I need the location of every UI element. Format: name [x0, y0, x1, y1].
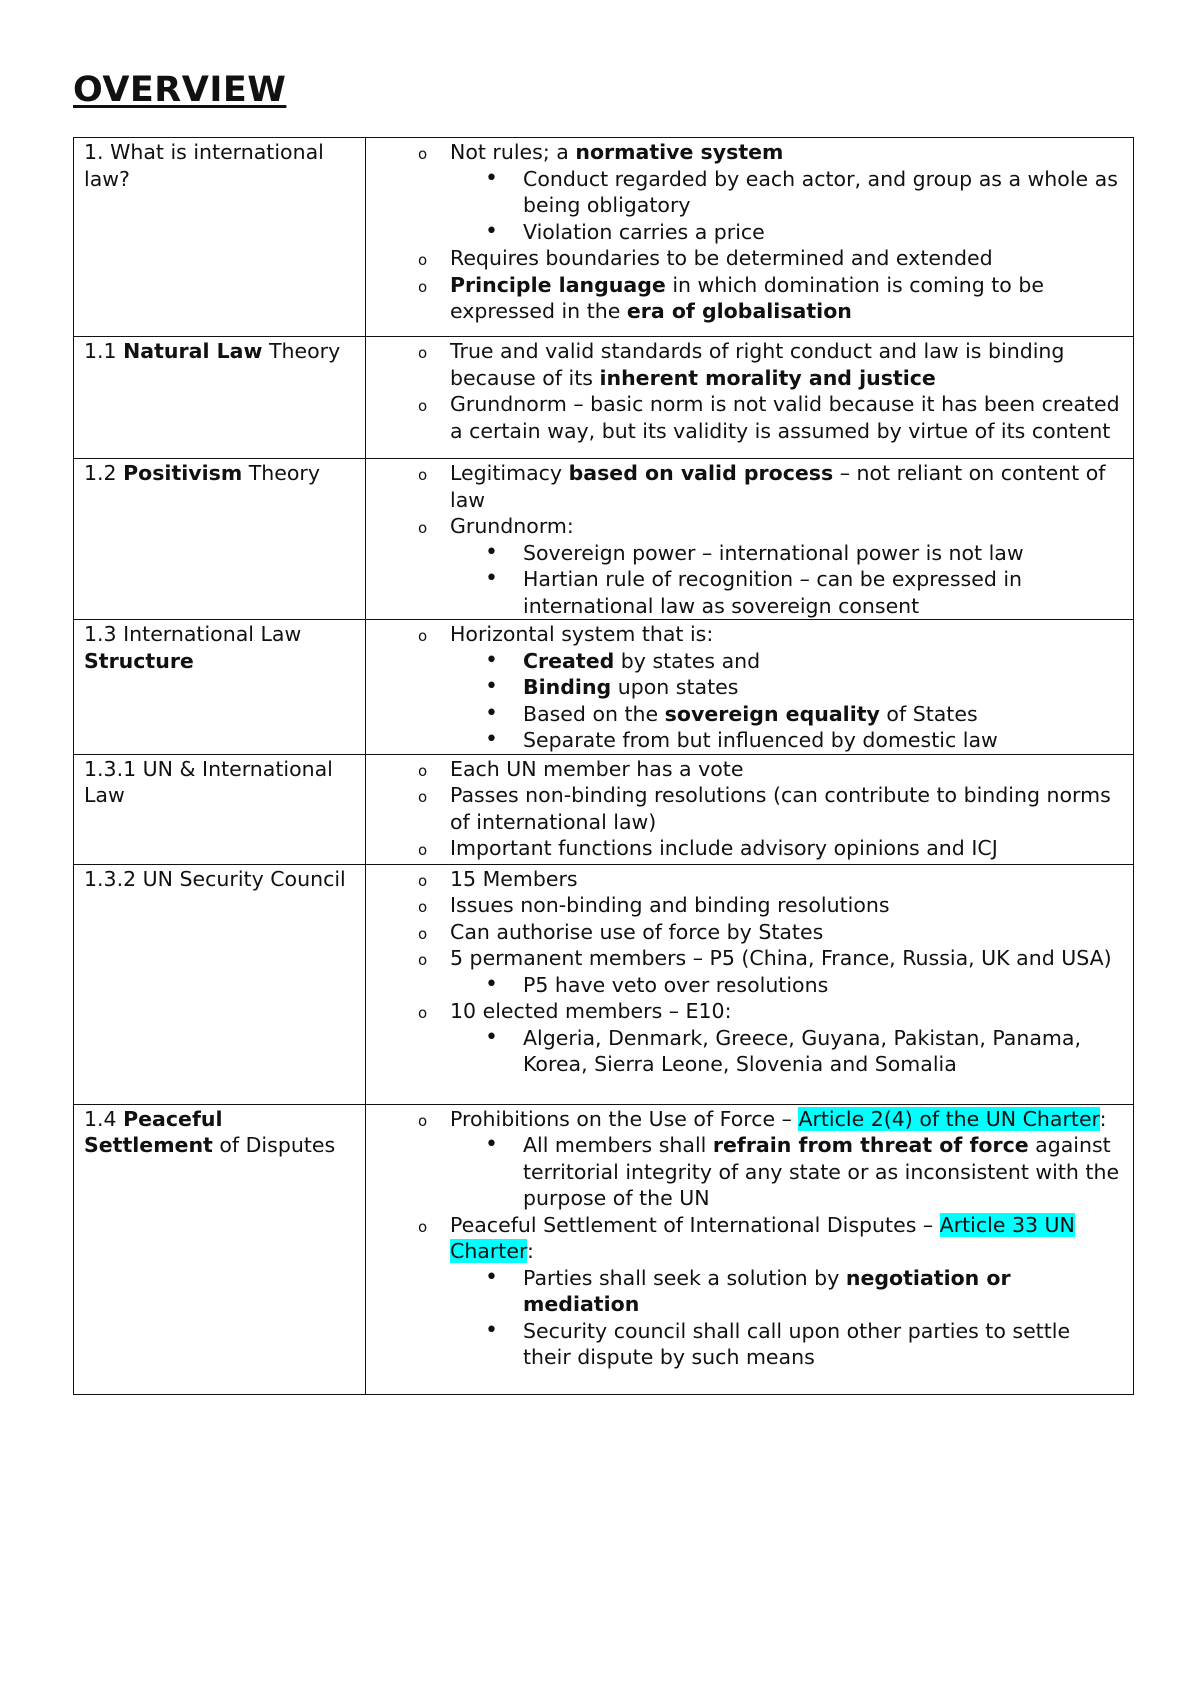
item-text: True and valid standards of right conduct and law is binding because of its	[450, 339, 1065, 390]
sub-list-item	[523, 1265, 1121, 1318]
row-content	[366, 864, 1134, 1104]
item-text: Based on the	[523, 701, 665, 726]
list-item	[450, 139, 1121, 245]
sub-list-item: • Sovereign power – international power is not law	[523, 540, 1121, 567]
item-bold-text: inherent morality and justice	[599, 365, 936, 390]
row-heading-number: 1.1	[84, 339, 124, 363]
row-heading	[74, 620, 366, 755]
row-heading	[74, 459, 366, 620]
highlighted-reference: Article 33 UN Charter	[450, 1212, 1075, 1263]
row-content	[366, 459, 1134, 620]
item-bold-text: era of globalisation	[626, 299, 852, 323]
list-item	[450, 621, 1121, 754]
item-text: upon states	[611, 675, 739, 699]
item-bold-text: normative system	[575, 140, 784, 164]
item-bold-text: sovereign equality	[664, 701, 880, 726]
row-heading	[74, 1104, 366, 1394]
sub-list-item	[523, 701, 1121, 728]
sub-list-item	[523, 1132, 1121, 1212]
item-text: in which domination is coming to be expressed in the	[450, 272, 1044, 323]
row-heading	[74, 138, 366, 337]
item-text: 10 elected members – E10:	[450, 999, 732, 1023]
row-heading-bold: Structure	[84, 648, 194, 673]
item-bold-text: based on valid process	[568, 461, 834, 485]
table-row	[74, 337, 1134, 459]
overview-table	[73, 137, 1134, 1395]
table-row	[74, 620, 1134, 755]
row-heading-bold: Positivism	[123, 461, 243, 485]
table-row	[74, 754, 1134, 864]
page-title: OVERVIEW	[73, 70, 287, 110]
row-heading-text: 1.3.2 UN Security Council	[84, 866, 346, 891]
list-item: o Issues non-binding and binding resolutions	[450, 892, 1121, 919]
list-item: o 15 Members	[450, 866, 1121, 893]
table-row	[74, 459, 1134, 620]
row-heading-bold: Peaceful Settlement	[84, 1106, 223, 1157]
list-item: o Each UN member has a vote	[450, 756, 1121, 783]
list-item	[450, 338, 1121, 391]
sub-list-item: • Conduct regarded by each actor, and group as a whole as being obligatory	[523, 166, 1121, 219]
row-heading-text: Theory	[242, 461, 320, 485]
item-bold-text: Principle language	[450, 272, 666, 297]
row-content	[366, 138, 1134, 337]
list-item	[450, 513, 1121, 619]
item-text: :	[1099, 1106, 1107, 1131]
item-text: All members shall	[523, 1133, 713, 1157]
sub-list-item: • Hartian rule of recognition – can be expressed in international law as sovereign consent	[523, 566, 1121, 619]
row-heading	[74, 864, 366, 1104]
item-text: Legitimacy	[450, 461, 569, 485]
item-bold-text: Created	[523, 648, 615, 673]
row-heading-text: of Disputes	[212, 1133, 336, 1157]
item-bold-text: negotiation or mediation	[523, 1265, 1011, 1316]
item-text: Grundnorm:	[450, 514, 574, 538]
row-heading-text: 1.3 International Law	[84, 622, 302, 646]
row-heading-text: 1.3.1 UN & International Law	[84, 756, 333, 807]
row-heading-bold: Natural Law	[123, 339, 263, 363]
table-row	[74, 138, 1134, 337]
list-item: o Requires boundaries to be determined and extended	[450, 245, 1121, 272]
row-heading-text: Theory	[262, 339, 341, 363]
list-item	[450, 945, 1121, 998]
list-item: o Grundnorm – basic norm is not valid because it has been created a certain way, but its validity is assumed by virtue of its content	[450, 391, 1121, 444]
list-item	[450, 998, 1121, 1078]
item-text: – not reliant on content of law	[450, 461, 1106, 512]
list-item: o Can authorise use of force by States	[450, 919, 1121, 946]
list-item: o Passes non-binding resolutions (can contribute to binding norms of international law)	[450, 782, 1121, 835]
sub-list-item	[523, 674, 1121, 701]
sub-list-item: • Separate from but influenced by domestic law	[523, 727, 1121, 754]
list-item	[450, 272, 1121, 325]
row-heading	[74, 754, 366, 864]
row-content	[366, 337, 1134, 459]
item-bold-text: Binding	[523, 675, 612, 699]
row-heading-text: 1. What is international law?	[84, 140, 324, 191]
row-heading-number: 1.2	[84, 461, 124, 485]
sub-list-item: • Violation carries a price	[523, 219, 1121, 246]
sub-list-item	[523, 648, 1121, 675]
table-row	[74, 1104, 1134, 1394]
sub-list-item: • P5 have veto over resolutions	[523, 972, 1121, 999]
item-text: Parties shall seek a solution by	[523, 1265, 846, 1290]
item-text: of States	[879, 701, 978, 726]
item-bold-text: refrain from threat of force	[712, 1133, 1029, 1157]
sub-list-item: • Security council shall call upon other parties to settle their dispute by such means	[523, 1318, 1121, 1371]
row-content	[366, 1104, 1134, 1394]
list-item	[450, 1106, 1121, 1212]
item-text: Peaceful Settlement of International Disputes –	[450, 1212, 940, 1237]
list-item	[450, 460, 1121, 513]
sub-list-item: • Algeria, Denmark, Greece, Guyana, Pakistan, Panama, Korea, Sierra Leone, Slovenia and Somalia	[523, 1025, 1121, 1078]
list-item: o Important functions include advisory opinions and ICJ	[450, 835, 1121, 862]
item-text: Horizontal system that is:	[450, 622, 714, 646]
highlighted-reference: Article 2(4) of the UN Charter	[798, 1106, 1100, 1131]
row-content	[366, 620, 1134, 755]
item-text: against territorial integrity of any state or as inconsistent with the purpose of the UN	[523, 1133, 1120, 1210]
row-heading-number: 1.4	[84, 1106, 124, 1131]
item-text: 5 permanent members – P5 (China, France, Russia, UK and USA)	[450, 946, 1112, 970]
row-content	[366, 754, 1134, 864]
table-row	[74, 864, 1134, 1104]
item-text: by states and	[614, 648, 761, 673]
row-heading	[74, 337, 366, 459]
item-text: :	[527, 1239, 534, 1263]
item-text: Prohibitions on the Use of Force –	[450, 1106, 799, 1131]
item-text: Not rules; a	[450, 140, 576, 164]
list-item	[450, 1212, 1121, 1371]
